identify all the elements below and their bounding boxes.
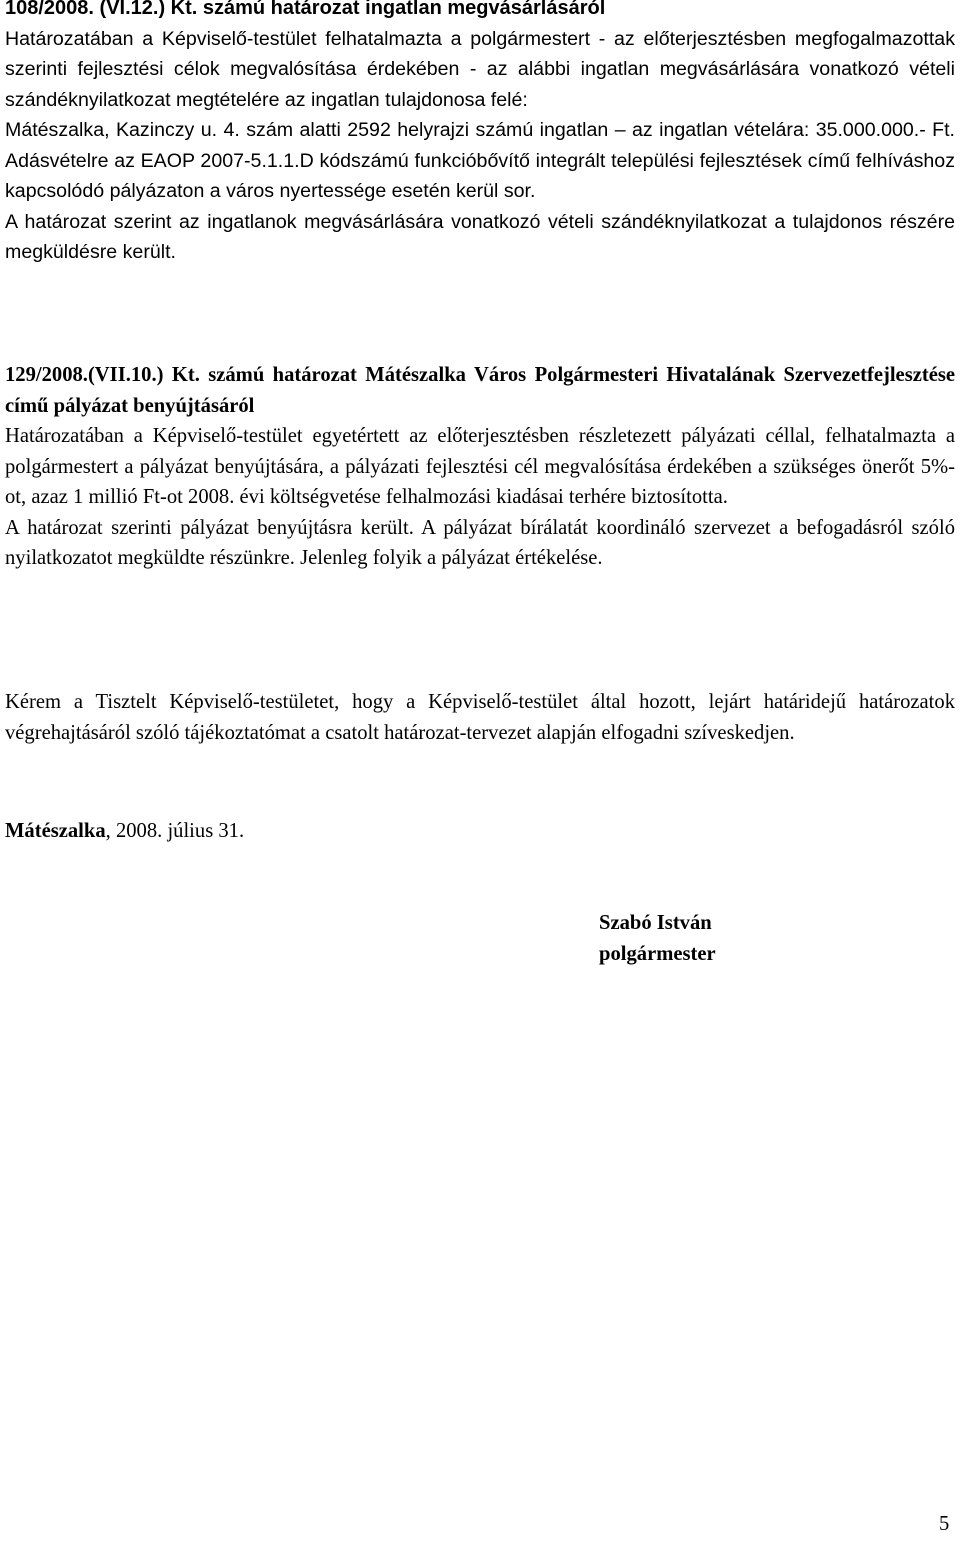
place-and-date [5,816,244,847]
date-text: , 2008. július 31. [105,820,245,842]
signature-block [599,908,716,969]
closing-paragraph: Kérem a Tisztelt Képviselő-testületet, hogy a Képviselő-testület által hozott, lejárt határidejű határozatok végrehajtásáról szóló tájékoztatómat a csatolt határozat-tervezet alapján elfogadni szíveskedjen. [5,691,955,744]
date-place: Mátészalka [5,820,106,842]
page-number: 5 [939,1513,950,1535]
resolution-108-paragraph-1: Határozatában a Képviselő-testület felhatalmazta a polgármestert - az előterjesztésben megfogalmazottak szerinti fejlesztési célok megvalósítása érdekében - az alábbi ingatlan megvásárlására vonatkozó vételi szándéknyilatkozat megtételére az ingatlan tulajdonosa felé: [5,27,955,111]
closing-request [5,687,955,748]
signatory-title: polgármester [599,942,716,965]
resolution-108-paragraph-3: A határozat szerint az ingatlanok megvásárlására vonatkozó vételi szándéknyilatkozat a tulajdonos részére megküldésre került. [5,210,955,263]
resolution-129-paragraph-1: Határozatában a Képviselő-testület egyetértett az előterjesztésben részletezett pályázati céllal, felhatalmazta a polgármestert a pályázat benyújtására, a pályázati fejlesztési cél megvalósítása érdekében a szükséges önerőt 5%-ot, azaz 1 millió Ft-ot 2008. évi költségvetése felhalmozási kiadásai terhére biztosította. [5,425,955,508]
resolution-129-section [5,360,955,574]
resolution-108-heading: 108/2008. (VI.12.) Kt. számú határozat ingatlan megvásárlásáról [5,0,606,19]
resolution-108-paragraph-2: Mátészalka, Kazinczy u. 4. szám alatti 2592 helyrajzi számú ingatlan – az ingatlan vételára: 35.000.000.- Ft. Adásvételre az EAOP 2007-5.1.1.D kódszámú funkcióbővítő integrált települési fejlesztések című felhíváshoz kapcsolódó pályázaton a város nyertessége esetén kerül sor. [5,119,955,202]
signatory-name: Szabó István [599,912,712,934]
resolution-129-heading: 129/2008.(VII.10.) Kt. számú határozat Mátészalka Város Polgármesteri Hivatalának Szervezetfejlesztése című pályázat benyújtásáról [5,364,955,417]
resolution-129-paragraph-2: A határozat szerinti pályázat benyújtásra került. A pályázat bírálatát koordináló szervezet a befogadásról szóló nyilatkozatot megküldte részünkre. Jelenleg folyik a pályázat értékelése. [5,516,955,569]
resolution-108-section [5,0,955,268]
